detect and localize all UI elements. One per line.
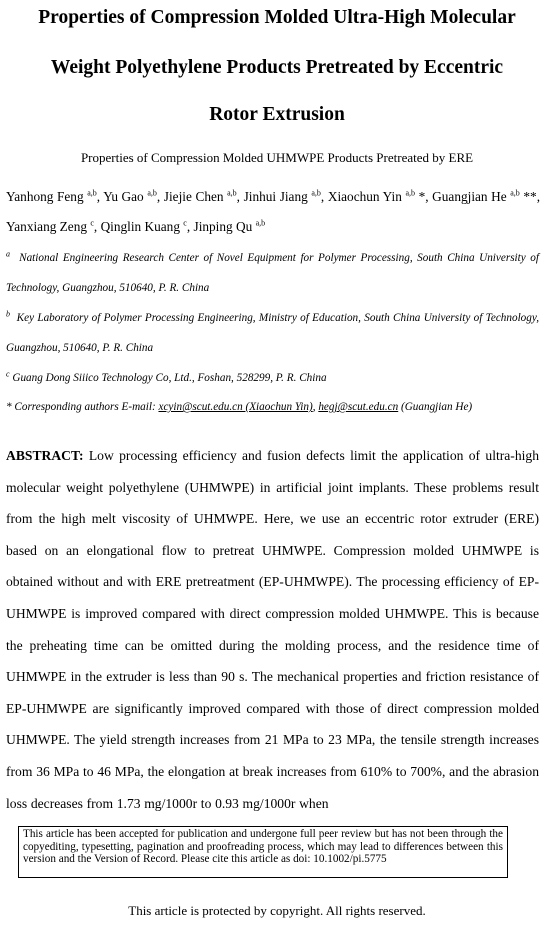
author: Yu Gao $^{a,b}$, bbox=[103, 188, 164, 204]
abstract-label: ABSTRACT: bbox=[6, 448, 84, 463]
author: Yanhong Feng $^{a,b}$, bbox=[6, 188, 104, 204]
affiliation-a: $^a$ National Engineering Research Center of Novel Equipment for Polymer Processing, South China University of Technology, Guangzhou, 510640, P. R. China bbox=[6, 249, 539, 294]
copyright-notice: This article is protected by copyright. All rights reserved. bbox=[128, 903, 426, 918]
abstract bbox=[6, 440, 539, 819]
title-line-2: Weight Polyethylene Products Pretreated by Eccentric bbox=[50, 57, 504, 78]
affiliation-b: $^b$ Key Laboratory of Polymer Processing Engineering, Ministry of Education, South China University of Technology, Guangzhou, 510640, P. R. China bbox=[6, 309, 540, 354]
email-link-he[interactable]: hegj@scut.edu.cn bbox=[318, 401, 399, 413]
title-line-1: Properties of Compression Molded Ultra-High Molecular bbox=[38, 7, 516, 28]
author: Jinping Qu $^{a,b}$ bbox=[193, 218, 266, 234]
author: Jinhui Jiang $^{a,b}$, bbox=[243, 188, 328, 204]
abstract-text: Low processing efficiency and fusion defects limit the application of ultra-high molecular weight polyethylene (UHMWPE) in artificial joint implants. These problems result from the high melt viscosity of UHMWPE. Here, we use an eccentric rotor extruder (ERE) based on an elongational flow to pretreat UHMWPE. Compression molded UHMWPE is obtained without and with ERE pretreatment (EP-UHMWPE). The processing efficiency of EP-UHMWPE is improved compared with direct compression molded UHMWPE. This is because the preheating time can be omitted during the molding process, and the residence time of UHMWPE in the extruder is less than 90 s. The mechanical properties and friction resistance of EP-UHMWPE are significantly improved compared with those of direct compression molded UHMWPE. The yield strength increases from 21 MPa to 23 MPa, the tensile strength increases from 36 MPa to 46 MPa, the elongation at break increases from 610% to 700%, and the abrasion loss decreases from 1.73 mg/1000r to 0.93 mg/1000r when bbox=[6, 448, 539, 811]
author-list bbox=[6, 182, 540, 242]
author: Guangjian He $^{a,b}$ **, bbox=[432, 188, 541, 204]
author: Qinglin Kuang $^c$, bbox=[100, 218, 194, 234]
author: Xiaochun Yin $^{a,b}$ *, bbox=[327, 188, 433, 204]
affiliation-c: $^c$ Guang Dong Siiico Technology Co, Ltd., Foshan, 528299, P. R. China bbox=[6, 369, 327, 384]
email-link-yin[interactable]: xcyin@scut.edu.cn (Xiaochun Yin) bbox=[158, 401, 313, 413]
running-title: Properties of Compression Molded UHMWPE Products Pretreated by ERE bbox=[80, 150, 474, 165]
author: Yanxiang Zeng $^c$, bbox=[6, 218, 101, 234]
author: Jiejie Chen $^{a,b}$, bbox=[163, 188, 244, 204]
title-line-3: Rotor Extrusion bbox=[209, 104, 345, 125]
publication-notice: This article has been accepted for publication and undergone full peer review but has not been through the copyediting, typesetting, pagination and proofreading process, which may lead to differences between this version and the Version of Record. Please cite this article as doi: 10.1002/pi.5775 bbox=[18, 826, 508, 878]
corresponding-authors: * Corresponding authors E-mail: xcyin@scut.edu.cn (Xiaochun Yin), hegj@scut.edu.cn (Guangjian He) bbox=[6, 401, 473, 413]
